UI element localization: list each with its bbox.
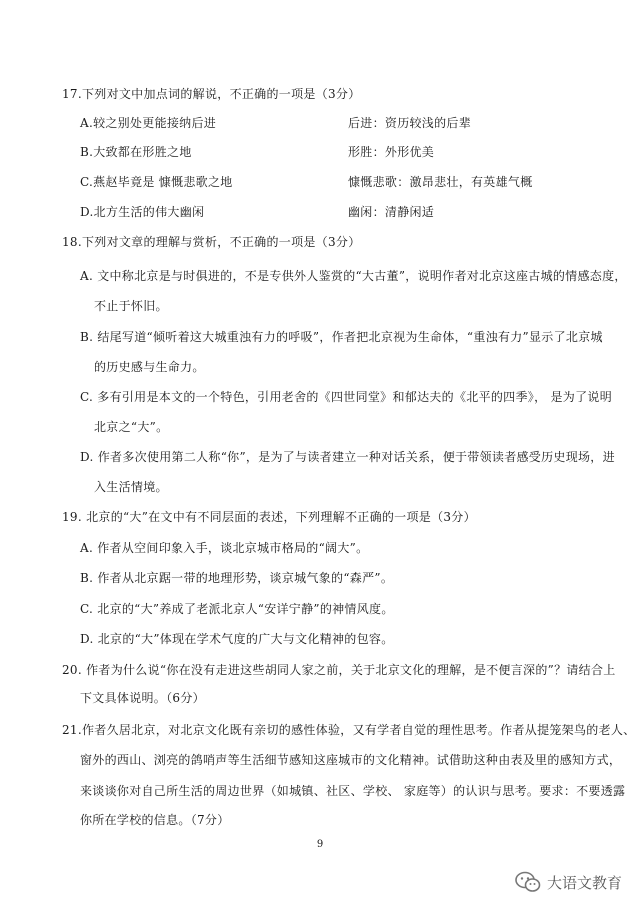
q18-option-d-line1: D. 作者多次使用第二人称“你”，是为了与读者建立一种对话关系，便于带领读者感受历史现场，进 xyxy=(80,450,615,464)
q18-option-d-line2: 入生活情境。 xyxy=(94,480,168,494)
q18-option-b-line1: B. 结尾写道“倾听着这大城重浊有力的呼吸”，作者把北京视为生命体，“重浊有力”显示了北京城 xyxy=(80,330,603,344)
q19-option-d: D. 北京的“大”体现在学术气度的广大与文化精神的包容。 xyxy=(80,632,394,646)
q20-line1: 20. 作者为什么说“你在没有走进这些胡同人家之前，关于北京文化的理解，是不便言深的”？请结合上 xyxy=(62,663,616,677)
q17-option-d-def: 幽闲：清静闲适 xyxy=(348,205,435,219)
q21-line3: 来谈谈你对自己所生活的周边世界（如城镇、社区、学校、 家庭等）的认识与思考。要求：不要透露 xyxy=(80,784,626,798)
q17-option-a: A.较之别处更能接纳后进 xyxy=(80,116,217,130)
q21-line1: 21.作者久居北京，对北京文化既有亲切的感性体验，又有学者自觉的理性思考。作者从提笼架鸟的老人、 xyxy=(62,723,636,737)
q18-option-a-line2: 不止于怀旧。 xyxy=(94,299,168,313)
q21-line4: 你所在学校的信息。（7分） xyxy=(80,813,230,827)
q20-line2: 下文具体说明。（6分） xyxy=(80,691,205,705)
q17-option-c-def: 慷慨悲歌：激昂悲壮，有英雄气概 xyxy=(348,175,533,189)
q18-stem: 18.下列对文章的理解与赏析，不正确的一项是（3分） xyxy=(62,235,361,249)
q17-stem: 17.下列对文中加点词的解说，不正确的一项是（3分） xyxy=(62,87,361,101)
q19-option-b: B. 作者从北京踞一带的地理形势，谈京城气象的“森严”。 xyxy=(80,571,394,585)
page-number: 9 xyxy=(316,839,324,850)
q19-option-a: A. 作者从空间印象入手，谈北京城市格局的“阔大”。 xyxy=(80,541,369,555)
watermark-text: 大语文教育 xyxy=(546,873,622,892)
q19-option-c: C. 北京的“大”养成了老派北京人“安详宁静”的神情风度。 xyxy=(80,602,394,616)
q17-option-b: B.大致都在形胜之地 xyxy=(80,145,192,159)
q18-option-c-line2: 北京之“大”。 xyxy=(94,420,169,434)
q17-option-c: C.燕赵毕竟是 慷慨悲歌之地 xyxy=(80,175,233,189)
q18-option-b-line2: 的历史感与生命力。 xyxy=(94,360,205,374)
q18-option-a-line1: A. 文中称北京是与时俱进的，不是专供外人鉴赏的“大古董”，说明作者对北京这座古城的情感态度， xyxy=(80,269,627,283)
q19-stem: 19. 北京的“大”在文中有不同层面的表述，下列理解不正确的一项是（3分） xyxy=(62,510,476,524)
q17-option-b-def: 形胜：外形优美 xyxy=(348,145,435,159)
q17-option-a-def: 后进：资历较浅的后辈 xyxy=(348,116,472,130)
q18-option-c-line1: C. 多有引用是本文的一个特色，引用老舍的《四世同堂》和郁达夫的《北平的四季》， 是为了说明 xyxy=(80,390,613,404)
q21-line2: 窗外的西山、浏亮的鸽哨声等生活细节感知这座城市的文化精神。试借助这种由表及里的感知方式， xyxy=(80,753,622,767)
watermark xyxy=(515,870,622,894)
q17-option-d: D.北方生活的伟大幽闲 xyxy=(80,205,205,219)
wechat-icon xyxy=(515,871,541,893)
